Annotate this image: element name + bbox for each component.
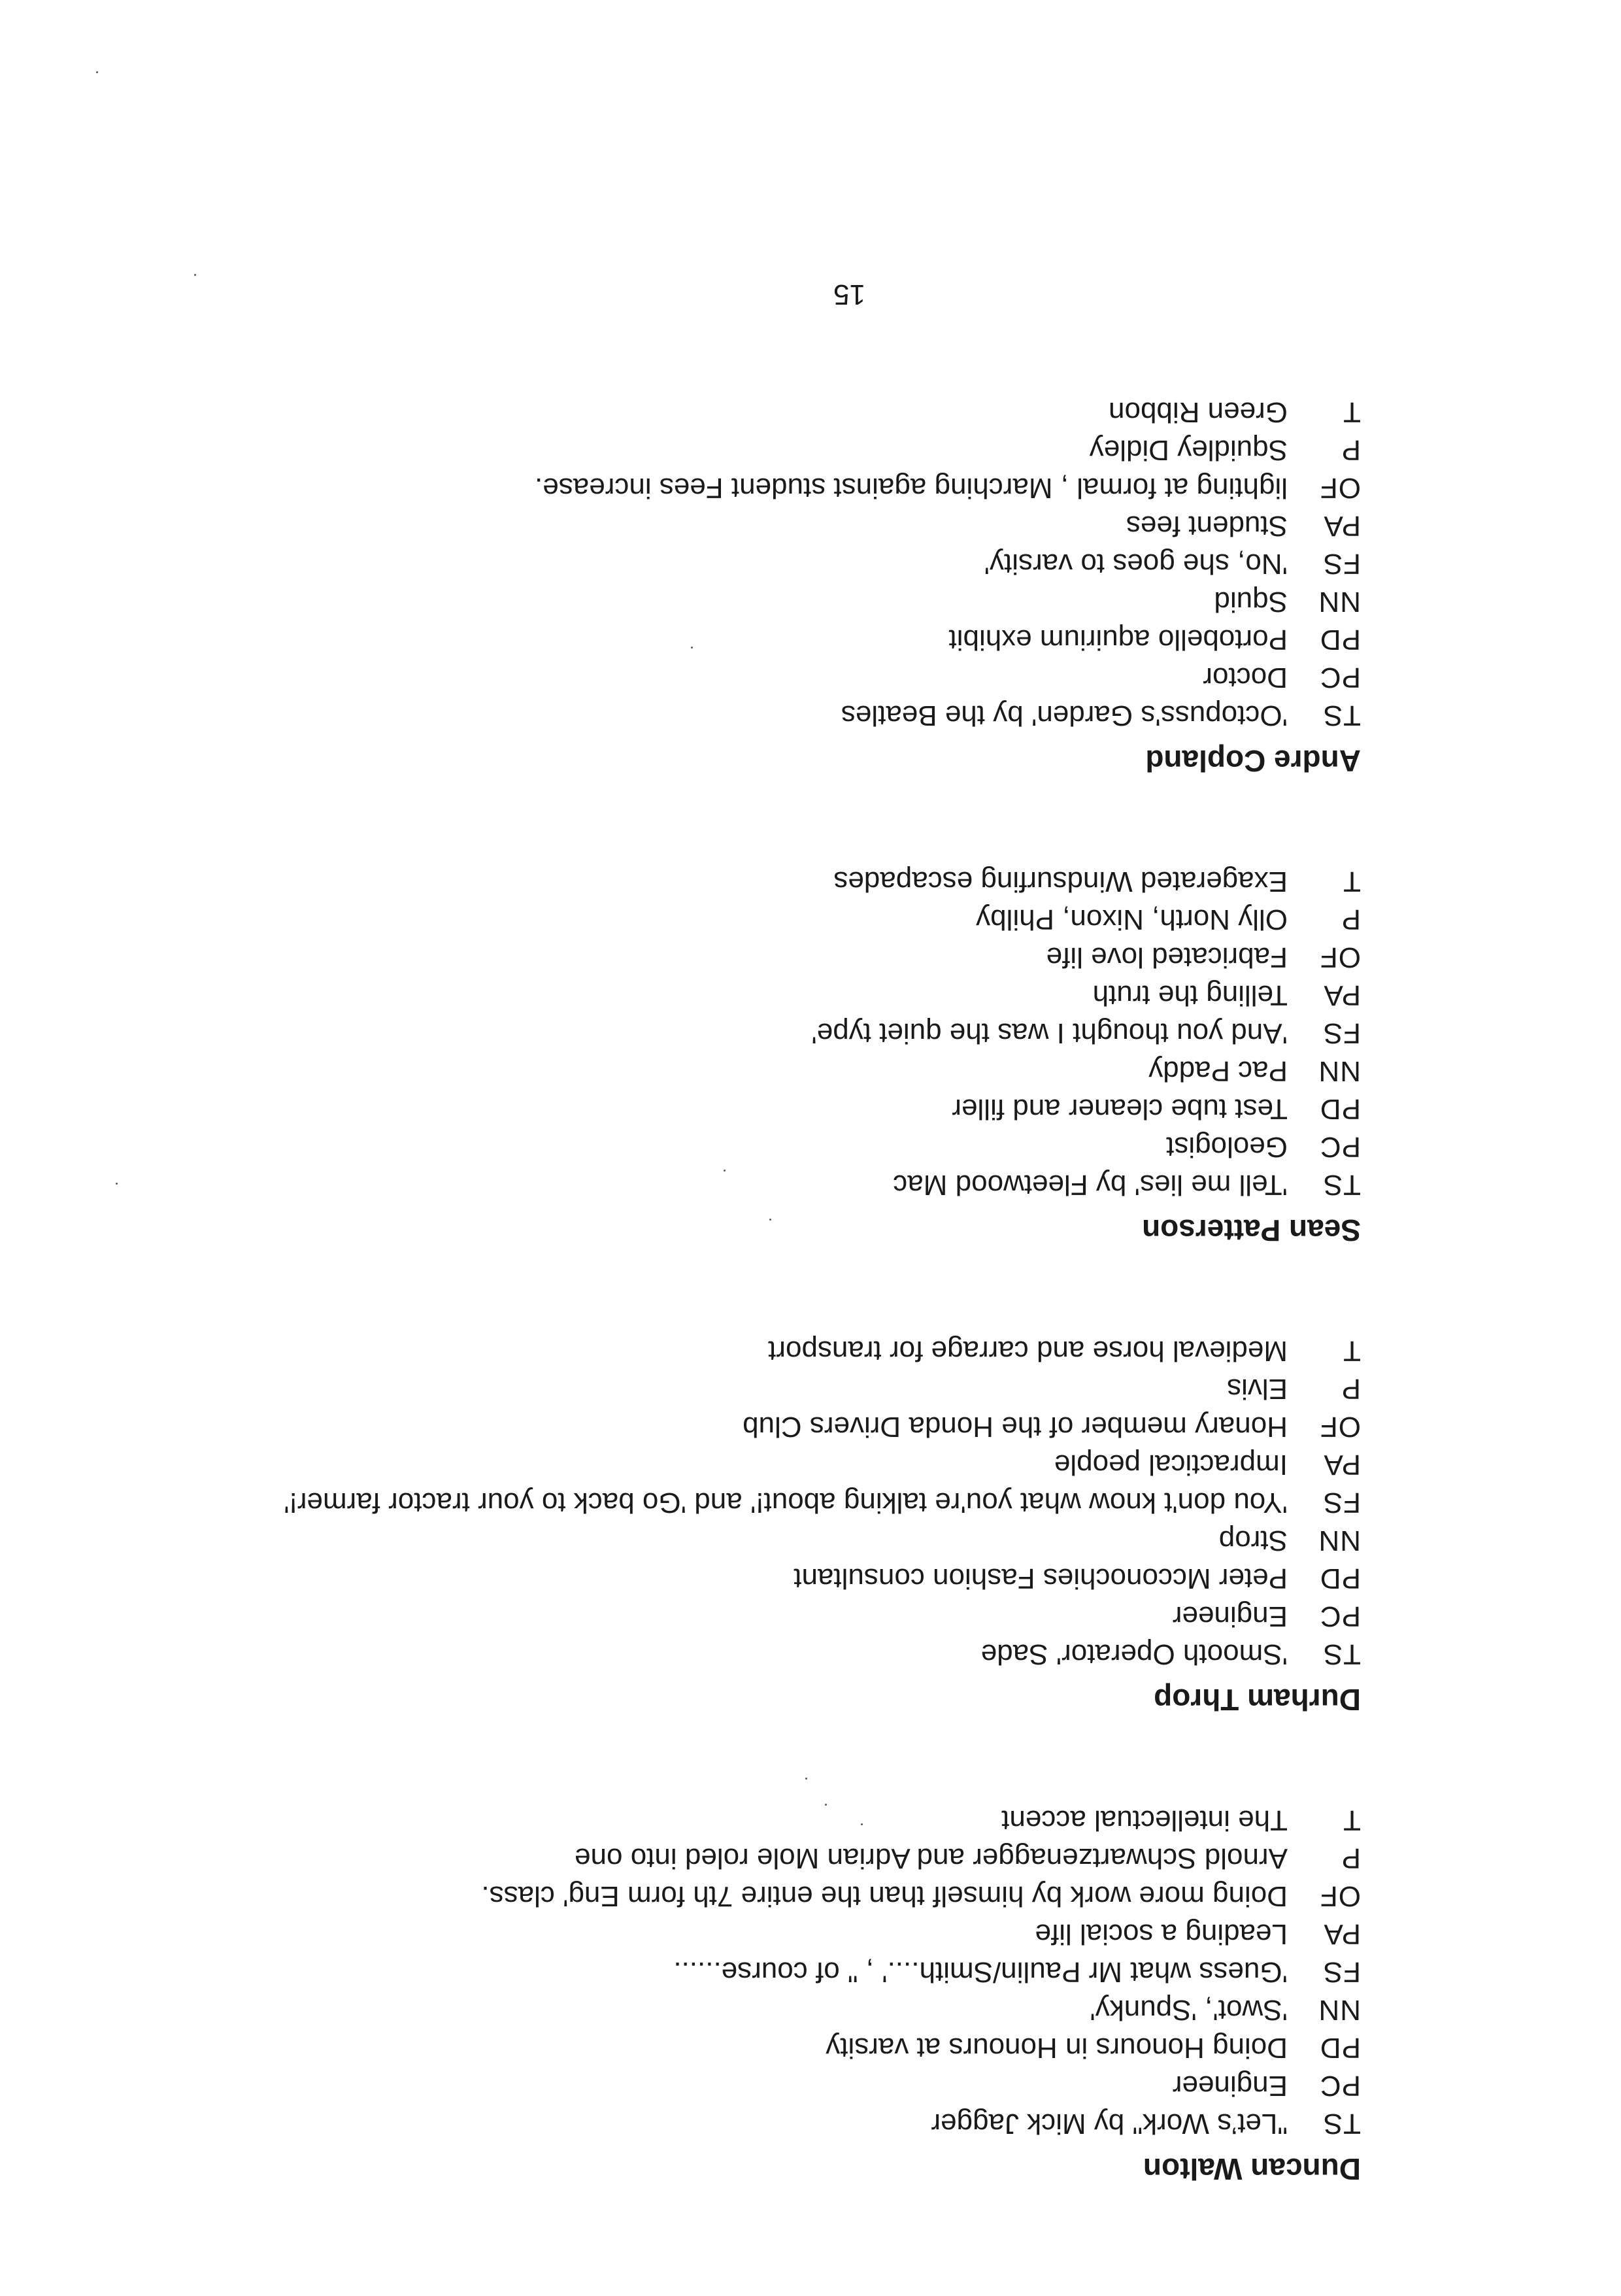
entry-text: 'No, she goes to varsity': [984, 548, 1288, 580]
entry-text: Engineer: [1172, 2070, 1288, 2102]
entry-row: [119, 545, 1361, 582]
scan-speck: [691, 647, 693, 649]
entry-row: [119, 1408, 1361, 1445]
person-section: [119, 862, 1361, 1249]
entry-code: FS: [1322, 548, 1361, 580]
entry-code: T: [1343, 1335, 1361, 1367]
entry-text: Student fees: [1126, 510, 1288, 542]
entry-code: OF: [1319, 472, 1361, 504]
entry-text: Pac Paddy: [1148, 1055, 1288, 1087]
scan-speck: [825, 1804, 827, 1806]
entry-row: [119, 1445, 1361, 1483]
entry-text: Doctor: [1203, 662, 1288, 694]
entry-code: PA: [1323, 979, 1361, 1011]
entry-row: [119, 620, 1361, 658]
entry-row: [119, 1370, 1361, 1408]
entry-code: TS: [1322, 2108, 1361, 2140]
entry-row: [119, 1953, 1361, 1991]
entry-code: OF: [1319, 1880, 1361, 1912]
person-name: Andre Copland: [1145, 744, 1361, 778]
entry-code: NN: [1318, 1525, 1361, 1557]
person-name: Duncan Walton: [1143, 2152, 1361, 2186]
entry-code: PD: [1319, 1093, 1361, 1125]
entry-text: lighting at formal , Marching against student Fees increase.: [535, 472, 1288, 504]
entry-text: Telling the truth: [1092, 979, 1288, 1011]
entry-row: [119, 1635, 1361, 1673]
scan-speck: [194, 274, 196, 276]
entry-text: Medieval horse and carrage for transport: [768, 1335, 1288, 1367]
page-number: 15: [833, 279, 865, 311]
scan-speck: [769, 1219, 771, 1221]
entry-code: P: [1341, 1373, 1361, 1405]
entry-code: NN: [1318, 1055, 1361, 1087]
entry-row: [119, 658, 1361, 696]
entry-code: T: [1343, 1804, 1361, 1836]
entry-text: Squidley Didley: [1089, 434, 1288, 466]
entry-row: [119, 1597, 1361, 1635]
entry-row: [119, 1090, 1361, 1128]
entry-row: [119, 1521, 1361, 1559]
entry-code: PC: [1319, 2070, 1361, 2102]
entry-row: [119, 431, 1361, 469]
entry-row: [119, 1483, 1361, 1521]
entry-text: The intellectual accent: [1001, 1804, 1288, 1836]
entry-code: T: [1343, 866, 1361, 898]
entry-row: [119, 393, 1361, 431]
entry-code: P: [1341, 903, 1361, 936]
entry-row: [119, 1559, 1361, 1597]
person-name: Sean Patterson: [1142, 1213, 1361, 1247]
entry-code: NN: [1318, 1994, 1361, 2026]
entry-code: PC: [1319, 1600, 1361, 1632]
entry-code: PA: [1323, 1918, 1361, 1950]
entry-text: Arnold Schwartzenagger and Adrian Mole roled into one: [575, 1842, 1288, 1874]
entry-text: Geologist: [1166, 1131, 1288, 1163]
entry-code: FS: [1322, 1487, 1361, 1519]
entry-text: Exagerated Windsurfing escapades: [833, 866, 1288, 898]
scan-speck: [96, 71, 98, 73]
entry-code: PD: [1319, 2032, 1361, 2064]
entry-row: [119, 1128, 1361, 1166]
entry-text: 'Guess what Mr Paulin/Smith....' , " of course......: [673, 1956, 1288, 1988]
scan-speck: [116, 1183, 118, 1185]
entry-text: 'Smooth Operator' Sade: [980, 1638, 1288, 1670]
entry-row: [119, 2067, 1361, 2104]
entry-text: Honary member of the Honda Drivers Club: [743, 1411, 1288, 1443]
entry-text: Impractical people: [1054, 1449, 1288, 1481]
scan-speck: [861, 1823, 863, 1825]
entry-row: [119, 1915, 1361, 1953]
entry-text: Green Ribbon: [1109, 396, 1288, 428]
entry-code: FS: [1322, 1956, 1361, 1988]
entry-row: [119, 900, 1361, 938]
entry-code: NN: [1318, 586, 1361, 618]
entry-row: [119, 469, 1361, 507]
entry-code: PD: [1319, 624, 1361, 656]
entry-row: [119, 507, 1361, 545]
person-section: [119, 1801, 1361, 2188]
entry-text: 'Tell me lies' by Fleetwood Mac: [893, 1169, 1288, 1201]
entry-row: [119, 1839, 1361, 1877]
entry-row: [119, 1014, 1361, 1052]
entry-code: PA: [1323, 1449, 1361, 1481]
entry-row: [119, 1877, 1361, 1915]
entry-code: OF: [1319, 941, 1361, 973]
entry-row: [119, 696, 1361, 734]
entry-code: PA: [1323, 510, 1361, 542]
entry-row: [119, 938, 1361, 976]
entry-text: Strop: [1218, 1525, 1288, 1557]
entry-code: PC: [1319, 1131, 1361, 1163]
scan-speck: [805, 1778, 807, 1780]
entry-row: [119, 2104, 1361, 2142]
entry-text: Engineer: [1172, 1600, 1288, 1632]
entry-code: T: [1343, 396, 1361, 428]
entry-row: [119, 1332, 1361, 1370]
entry-text: "Let’s Work" by Mick Jagger: [931, 2108, 1288, 2140]
page-content: [119, 311, 1361, 2188]
entry-text: Portobello aquirium exhibit: [948, 624, 1288, 656]
entry-text: Doing more work by himself than the entire 7th form Eng' class.: [481, 1880, 1288, 1912]
entry-text: Leading a social life: [1035, 1918, 1288, 1950]
entry-row: [119, 2029, 1361, 2067]
entry-code: TS: [1322, 700, 1361, 732]
entry-text: Test tube cleaner and filler: [952, 1093, 1288, 1125]
entry-text: Fabricated love life: [1046, 941, 1288, 973]
entry-row: [119, 862, 1361, 900]
entry-code: TS: [1322, 1169, 1361, 1201]
entry-row: [119, 1052, 1361, 1090]
entry-text: 'Swot', 'Spunky': [1090, 1994, 1288, 2026]
entry-text: Squid: [1214, 586, 1288, 618]
entry-text: Peter Mcconochies Fashion consultant: [794, 1562, 1288, 1595]
entry-code: TS: [1322, 1638, 1361, 1670]
entry-code: P: [1341, 434, 1361, 466]
person-section: [119, 393, 1361, 780]
entry-code: P: [1341, 1842, 1361, 1874]
entry-text: 'Octopuss's Garden' by the Beatles: [841, 700, 1288, 732]
entry-text: Doing Honours in Honours at varsity: [826, 2032, 1288, 2064]
person-section: [119, 1332, 1361, 1719]
entry-code: OF: [1319, 1411, 1361, 1443]
entry-code: FS: [1322, 1017, 1361, 1049]
entry-text: 'And you thought I was the quiet type': [811, 1017, 1288, 1049]
entry-row: [119, 1801, 1361, 1839]
entry-row: [119, 976, 1361, 1014]
entry-text: Olly North, Nixon, Philby: [976, 903, 1288, 936]
person-name: Durham Throp: [1154, 1683, 1361, 1717]
entry-row: [119, 1991, 1361, 2029]
entry-code: PD: [1319, 1562, 1361, 1595]
entry-code: PC: [1319, 662, 1361, 694]
scan-speck: [724, 1170, 726, 1172]
entry-text: 'You don't know what you're talking about!' and 'Go back to your tractor farmer!': [284, 1487, 1288, 1519]
entry-row: [119, 582, 1361, 620]
entry-row: [119, 1166, 1361, 1204]
entry-text: Elvis: [1227, 1373, 1288, 1405]
